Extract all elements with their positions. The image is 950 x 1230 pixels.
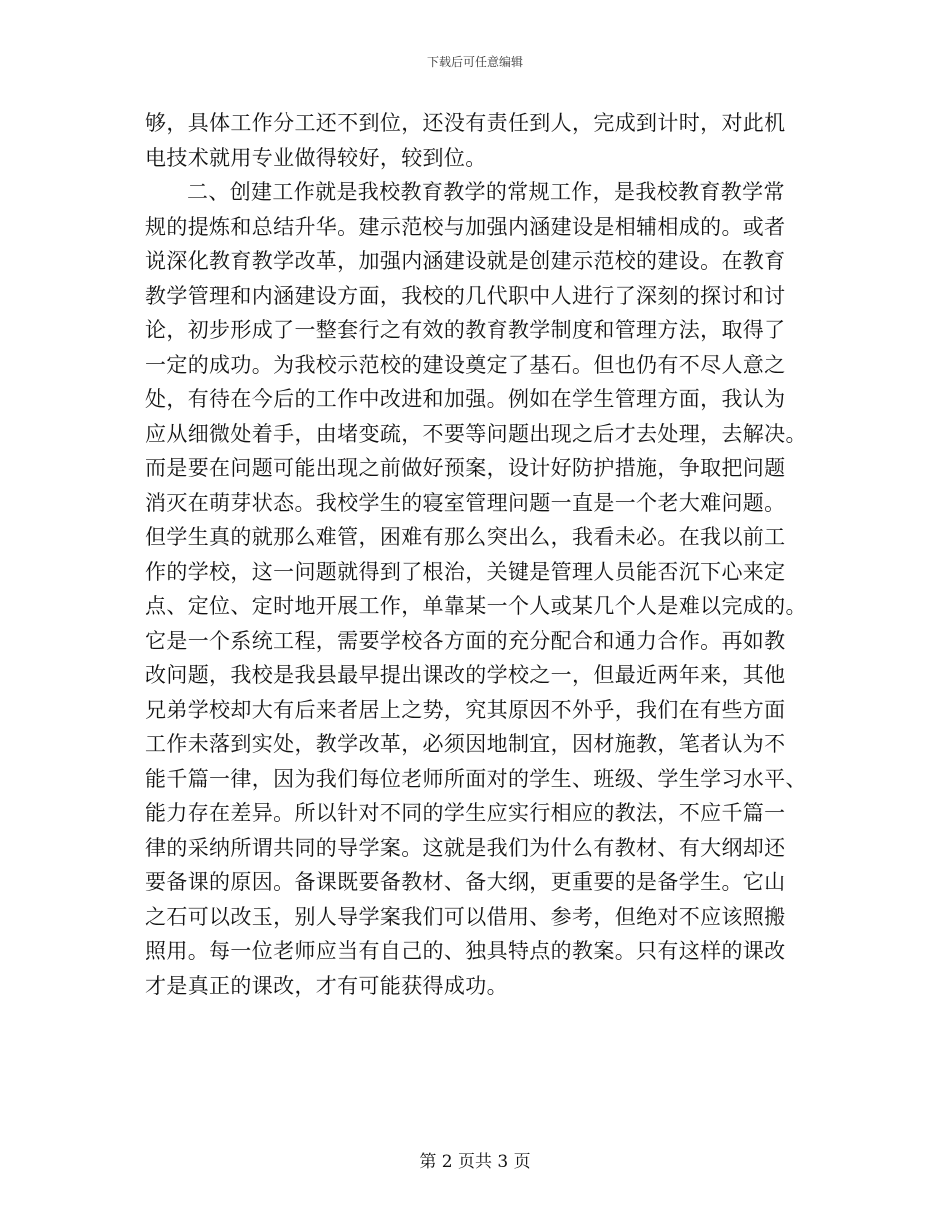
text-line: 工作未落到实处，教学改革，必须因地制宜，因材施教，笔者认为不 — [145, 732, 786, 756]
text-line: 能力存在差异。所以针对不同的学生应实行相应的教法，不应千篇一 — [145, 801, 786, 825]
paragraph — [145, 106, 815, 175]
text-line: 要备课的原因。备课既要备教材、备大纲，更重要的是备学生。它山 — [145, 870, 786, 894]
page-number: 第 2 页共 3 页 — [419, 1152, 531, 1172]
text-line: 应从细微处着手，由堵变疏，不要等问题出现之后才去处理，去解决。 — [145, 421, 807, 446]
text-line: 才是真正的课改，才有可能获得成功。 — [145, 973, 508, 998]
text-line: 律的采纳所谓共同的导学案。这就是我们为什么有教材、有大纲却还 — [145, 835, 786, 860]
text-line: 点、定位、定时地开展工作，单靠某一个人或某几个人是难以完成的。 — [145, 594, 807, 618]
text-line: 它是一个系统工程，需要学校各方面的充分配合和通力合作。再如教 — [145, 628, 786, 653]
text-line: 而是要在问题可能出现之前做好预案，设计好防护措施，争取把问题 — [145, 456, 786, 480]
text-line: 教学管理和内涵建设方面，我校的几代职中人进行了深刻的探讨和讨 — [145, 283, 786, 308]
text-line: 电技术就用专业做得较好，较到位。 — [145, 145, 487, 170]
text-line: 规的提炼和总结升华。建示范校与加强内涵建设是相辅相成的。或者 — [145, 214, 786, 239]
text-line: 作的学校，这一问题就得到了根治，关键是管理人员能否沉下心来定 — [145, 559, 786, 584]
text-line: 说深化教育教学改革，加强内涵建设就是创建示范校的建设。在教育 — [145, 249, 786, 273]
page-header: 下载后可任意编辑 — [426, 55, 523, 69]
paragraph — [145, 175, 815, 1003]
text-line: 兄弟学校却大有后来者居上之势，究其原因不外乎，我们在有些方面 — [145, 697, 786, 722]
text-line: 照用。每一位老师应当有自己的、独具特点的教案。只有这样的课改 — [145, 939, 786, 963]
text-line: 论，初步形成了一整套行之有效的教育教学制度和管理方法，取得了 — [145, 318, 786, 342]
text-line: 处，有待在今后的工作中改进和加强。例如在学生管理方面，我认为 — [145, 387, 786, 411]
text-line: 一定的成功。为我校示范校的建设奠定了基石。但也仍有不尽人意之 — [145, 352, 786, 377]
text-line: 能千篇一律，因为我们每位老师所面对的学生、班级、学生学习水平、 — [145, 766, 807, 791]
text-line: 改问题，我校是我县最早提出课改的学校之一，但最近两年来，其他 — [145, 663, 786, 687]
text-line: 之石可以改玉，别人导学案我们可以借用、参考，但绝对不应该照搬 — [145, 904, 786, 929]
text-line: 够，具体工作分工还不到位，还没有责任到人，完成到计时，对此机 — [145, 111, 786, 135]
document-body — [145, 106, 815, 1003]
text-line: 二、创建工作就是我校教育教学的常规工作，是我校教育教学常 — [187, 180, 785, 204]
text-line: 消灭在萌芽状态。我校学生的寝室管理问题一直是一个老大难问题。 — [145, 490, 786, 515]
text-line: 但学生真的就那么难管，困难有那么突出么，我看未必。在我以前工 — [145, 525, 786, 549]
